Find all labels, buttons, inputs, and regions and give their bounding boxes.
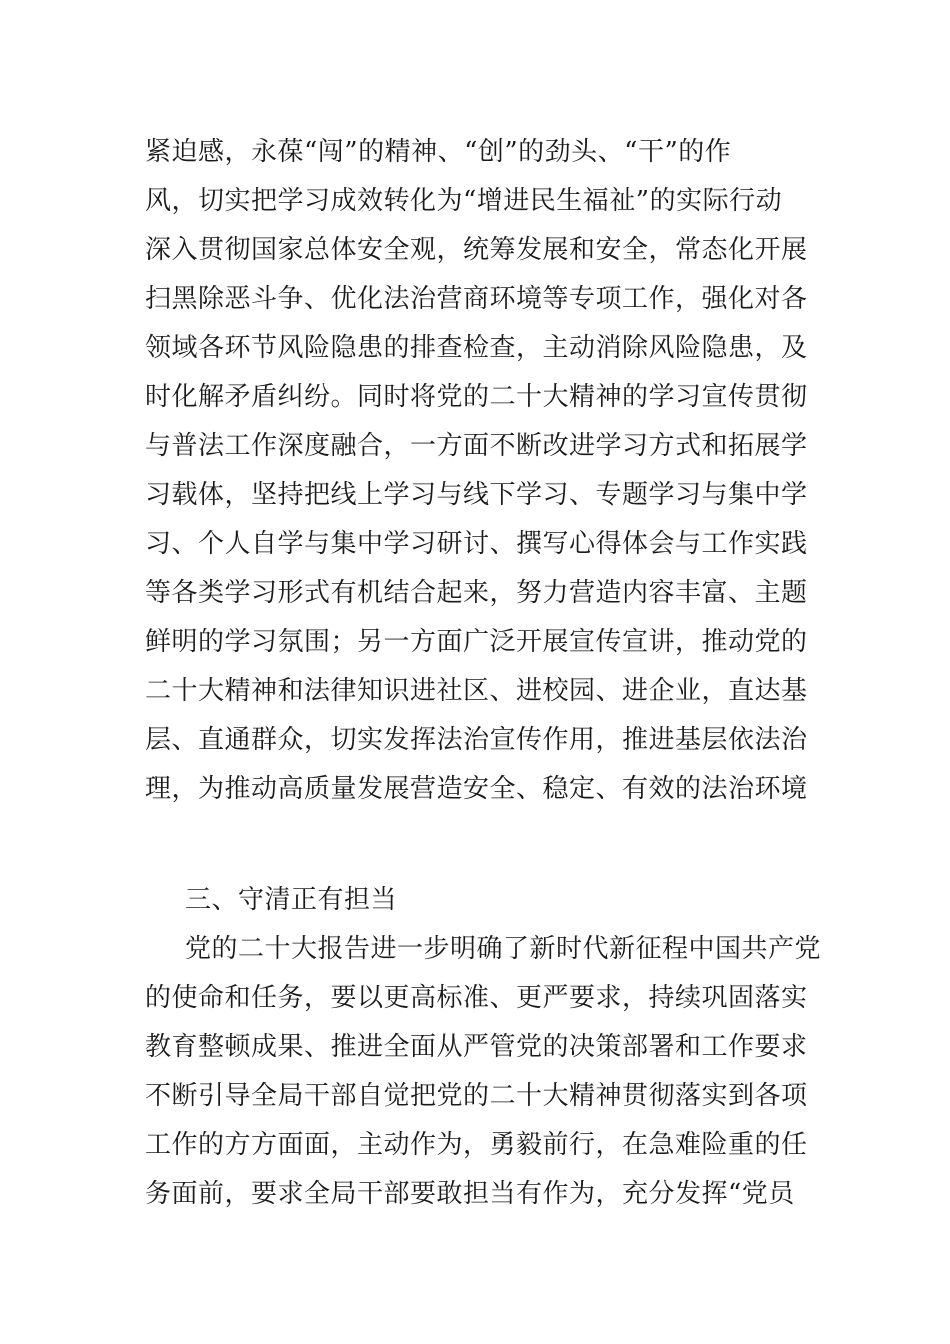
paragraph-1 xyxy=(145,128,810,814)
paragraph-line: 不断引导全局干部自觉把党的二十大精神贯彻落实到各项 xyxy=(145,1081,808,1111)
paragraph-line: 领域各环节风险隐患的排查检查，主动消除风险隐患，及 xyxy=(145,333,808,363)
paragraph-line: 等各类学习形式有机结合起来，努力营造内容丰富、主题 xyxy=(145,578,808,608)
paragraph-line: 深入贯彻国家总体安全观，统筹发展和安全，常态化开展 xyxy=(145,235,808,265)
section-heading: 三、守清正有担当 xyxy=(185,885,398,915)
paragraph-line: 习、个人自学与集中学习研讨、撰写心得体会与工作实践 xyxy=(145,529,808,559)
paragraph-line: 习载体，坚持把线上学习与线下学习、专题学习与集中学 xyxy=(145,480,808,510)
paragraph-line: 务面前，要求全局干部要敢担当有作为，充分发挥“党员 xyxy=(145,1179,795,1209)
paragraph-line: 扫黑除恶斗争、优化法治营商环境等专项工作，强化对各 xyxy=(145,284,808,314)
paragraph-line: 二十大精神和法律知识进社区、进校园、进企业，直达基 xyxy=(145,676,808,706)
paragraph-line: 的使命和任务，要以更高标准、更严要求，持续巩固落实 xyxy=(145,983,808,1013)
paragraph-line: 党的二十大报告进一步明确了新时代新征程中国共产党 xyxy=(185,934,822,964)
paragraph-line: 层、直通群众，切实发挥法治宣传作用，推进基层依法治 xyxy=(145,725,808,755)
paragraph-line: 教育整顿成果、推进全面从严管党的决策部署和工作要求 xyxy=(145,1032,808,1062)
section-three xyxy=(145,876,822,1219)
paragraph-line: 理，为推动高质量发展营造安全、稳定、有效的法治环境 xyxy=(145,774,808,804)
paragraph-line: 与普法工作深度融合，一方面不断改进学习方式和拓展学 xyxy=(145,431,808,461)
paragraph-line: 时化解矛盾纠纷。同时将党的二十大精神的学习宣传贯彻 xyxy=(145,382,808,412)
paragraph-line: 工作的方方面面，主动作为，勇毅前行，在急难险重的任 xyxy=(145,1130,808,1160)
paragraph-line: 紧迫感，永葆“闯”的精神、“创”的劲头、“干”的作 xyxy=(145,137,732,167)
paragraph-line: 风，切实把学习成效转化为“增进民生福祉”的实际行动 xyxy=(145,186,783,216)
paragraph-line: 鲜明的学习氛围；另一方面广泛开展宣传宣讲，推动党的 xyxy=(145,627,808,657)
